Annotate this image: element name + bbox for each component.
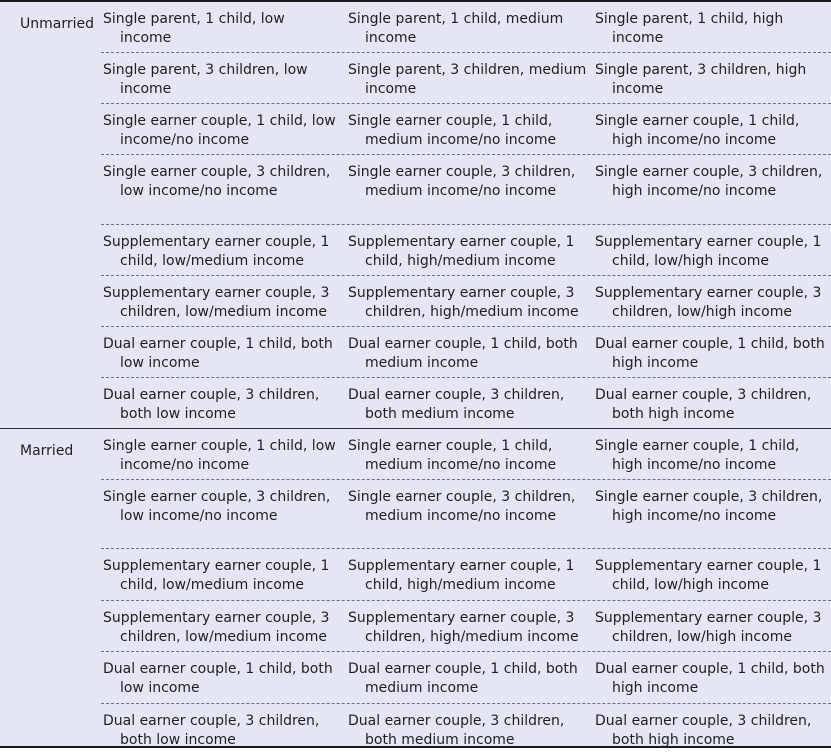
cell-text: Supplementary earner couple, 3 children, high/medium income bbox=[348, 610, 579, 645]
cell-text: Dual earner couple, 1 child, both high income bbox=[595, 661, 825, 696]
table-row bbox=[101, 601, 831, 652]
cell-text: Single parent, 1 child, high income bbox=[595, 11, 784, 46]
table-row bbox=[101, 704, 831, 756]
cell-text: Supplementary earner couple, 1 child, high/medium income bbox=[348, 558, 575, 593]
table-cell bbox=[346, 53, 593, 103]
table-cell bbox=[101, 480, 346, 548]
table-cell bbox=[593, 276, 831, 326]
cell-text: Single earner couple, 1 child, high income/no income bbox=[595, 113, 800, 148]
cell-text: Single earner couple, 1 child, low income/no income bbox=[103, 438, 336, 473]
table-cell bbox=[346, 378, 593, 428]
cell-text: Single parent, 3 children, high income bbox=[595, 62, 807, 97]
cell-text: Dual earner couple, 1 child, both low income bbox=[103, 661, 333, 696]
table-cell bbox=[593, 480, 831, 548]
table-row bbox=[101, 378, 831, 428]
cell-text: Supplementary earner couple, 3 children, low/high income bbox=[595, 610, 822, 645]
table-row bbox=[101, 549, 831, 601]
table-cell bbox=[593, 652, 831, 703]
group-rows bbox=[101, 2, 831, 428]
cell-text: Dual earner couple, 3 children, both low income bbox=[103, 713, 320, 748]
cell-text: Supplementary earner couple, 3 children, low/medium income bbox=[103, 610, 330, 645]
table-row bbox=[101, 2, 831, 53]
cell-text: Single earner couple, 1 child, high income/no income bbox=[595, 438, 800, 473]
table-group bbox=[0, 429, 831, 756]
cell-text: Dual earner couple, 3 children, both medium income bbox=[348, 387, 565, 422]
table-cell bbox=[101, 155, 346, 224]
table-row bbox=[101, 225, 831, 276]
table-cell bbox=[101, 549, 346, 600]
table-cell bbox=[593, 104, 831, 154]
group-label: Unmarried bbox=[20, 16, 94, 32]
cell-text: Single earner couple, 1 child, low income/no income bbox=[103, 113, 336, 148]
cell-text: Dual earner couple, 1 child, both medium income bbox=[348, 336, 578, 371]
table-cell bbox=[346, 2, 593, 52]
cell-text: Supplementary earner couple, 1 child, low/medium income bbox=[103, 558, 330, 593]
cell-text: Supplementary earner couple, 3 children, low/high income bbox=[595, 285, 822, 320]
table-cell bbox=[346, 225, 593, 275]
table-cell bbox=[346, 155, 593, 224]
cell-text: Supplementary earner couple, 1 child, high/medium income bbox=[348, 234, 575, 269]
table-row bbox=[101, 652, 831, 704]
cell-text: Single earner couple, 3 children, high income/no income bbox=[595, 489, 823, 524]
table-cell bbox=[593, 601, 831, 651]
table-cell bbox=[593, 2, 831, 52]
group-label: Married bbox=[20, 443, 74, 459]
table-cell bbox=[346, 104, 593, 154]
table-cell bbox=[593, 549, 831, 600]
table-cell bbox=[101, 704, 346, 756]
cell-text: Dual earner couple, 1 child, both high income bbox=[595, 336, 825, 371]
cell-text: Dual earner couple, 1 child, both low income bbox=[103, 336, 333, 371]
table-cell bbox=[346, 601, 593, 651]
table-cell bbox=[101, 2, 346, 52]
table-cell bbox=[593, 429, 831, 479]
cell-text: Single parent, 3 children, low income bbox=[103, 62, 308, 97]
group-rows bbox=[101, 429, 831, 756]
cell-text: Single earner couple, 3 children, low income/no income bbox=[103, 164, 331, 199]
table-cell bbox=[346, 429, 593, 479]
table-row bbox=[101, 480, 831, 549]
table-cell bbox=[101, 378, 346, 428]
cell-text: Single parent, 1 child, low income bbox=[103, 11, 285, 46]
table-cell bbox=[593, 225, 831, 275]
table-cell bbox=[346, 549, 593, 600]
cell-text: Single earner couple, 1 child, medium income/no income bbox=[348, 438, 557, 473]
cell-text: Supplementary earner couple, 1 child, low/medium income bbox=[103, 234, 330, 269]
table-cell bbox=[101, 225, 346, 275]
cell-text: Single earner couple, 3 children, low income/no income bbox=[103, 489, 331, 524]
table-cell bbox=[346, 327, 593, 377]
table-cell bbox=[346, 480, 593, 548]
table-cell bbox=[101, 276, 346, 326]
cell-text: Supplementary earner couple, 1 child, low/high income bbox=[595, 234, 822, 269]
table-cell bbox=[101, 601, 346, 651]
table-row bbox=[101, 327, 831, 378]
cell-text: Dual earner couple, 1 child, both medium income bbox=[348, 661, 578, 696]
cell-text: Supplementary earner couple, 1 child, low/high income bbox=[595, 558, 822, 593]
table-row bbox=[101, 104, 831, 155]
table-cell bbox=[593, 704, 831, 756]
cell-text: Single earner couple, 3 children, high income/no income bbox=[595, 164, 823, 199]
table-cell bbox=[101, 104, 346, 154]
cell-text: Dual earner couple, 3 children, both high income bbox=[595, 713, 812, 748]
table-row bbox=[101, 53, 831, 104]
table-cell bbox=[101, 429, 346, 479]
table-cell bbox=[101, 652, 346, 703]
cell-text: Dual earner couple, 3 children, both low income bbox=[103, 387, 320, 422]
table-cell bbox=[346, 704, 593, 756]
cell-text: Single earner couple, 1 child, medium income/no income bbox=[348, 113, 557, 148]
table-cell bbox=[593, 155, 831, 224]
table-cell bbox=[593, 327, 831, 377]
table-cell bbox=[101, 327, 346, 377]
cell-text: Supplementary earner couple, 3 children, low/medium income bbox=[103, 285, 330, 320]
table-row bbox=[101, 155, 831, 225]
cell-text: Single parent, 3 children, medium income bbox=[348, 62, 587, 97]
cell-text: Single parent, 1 child, medium income bbox=[348, 11, 564, 46]
cell-text: Single earner couple, 3 children, medium income/no income bbox=[348, 164, 576, 199]
table-cell bbox=[346, 276, 593, 326]
table-row bbox=[101, 276, 831, 327]
cell-text: Dual earner couple, 3 children, both high income bbox=[595, 387, 812, 422]
table-cell bbox=[593, 53, 831, 103]
table-cell bbox=[101, 53, 346, 103]
cell-text: Supplementary earner couple, 3 children, high/medium income bbox=[348, 285, 579, 320]
table-cell bbox=[593, 378, 831, 428]
cell-text: Dual earner couple, 3 children, both medium income bbox=[348, 713, 565, 748]
table-cell bbox=[346, 652, 593, 703]
table-row bbox=[101, 429, 831, 480]
cell-text: Single earner couple, 3 children, medium income/no income bbox=[348, 489, 576, 524]
table-group bbox=[0, 2, 831, 429]
